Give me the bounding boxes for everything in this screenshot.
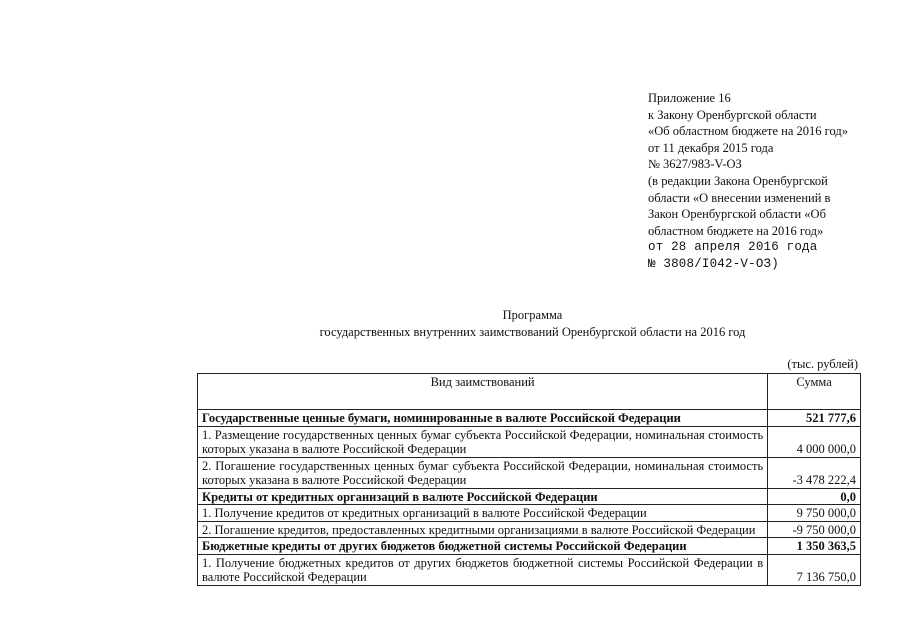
appendix-line: «Об областном бюджете на 2016 год»: [648, 124, 848, 139]
table-row-section: [198, 488, 861, 505]
appendix-line: (в редакции Закона Оренбургской: [648, 173, 828, 188]
row-amount: 1 350 363,5: [768, 538, 861, 555]
row-label: 1. Получение бюджетных кредитов от других бюджетов бюджетной системы Российской Федерации в валюте Российской Федерации: [198, 554, 768, 585]
borrowing-table: [197, 373, 861, 586]
row-amount: 9 750 000,0: [768, 505, 861, 522]
table-row: [198, 554, 861, 585]
row-label: Кредиты от кредитных организаций в валюте Российской Федерации: [198, 488, 768, 505]
appendix-line: области «О внесении изменений в: [648, 190, 831, 205]
row-label: 1. Получение кредитов от кредитных организаций в валюте Российской Федерации: [198, 505, 768, 522]
appendix-line: к Закону Оренбургской области: [648, 107, 817, 122]
row-label: 2. Погашение государственных ценных бумаг субъекта Российской Федерации, номинальная стоимость которых указана в валюте Российской Федерации: [198, 457, 768, 488]
row-amount: -9 750 000,0: [768, 521, 861, 538]
row-label: 1. Размещение государственных ценных бумаг субъекта Российской Федерации, номинальная стоимость которых указана в валюте Российской Федерации: [198, 426, 768, 457]
row-amount: -3 478 222,4: [768, 457, 861, 488]
appendix-line: № 3627/983-V-ОЗ: [648, 157, 742, 172]
title-line: Программа: [502, 308, 563, 322]
table-row: [198, 505, 861, 522]
row-label: 2. Погашение кредитов, предоставленных кредитными организациями в валюте Российской Федерации: [198, 521, 768, 538]
table-header-row: [198, 374, 861, 410]
table-row: [198, 426, 861, 457]
table-row: [198, 457, 861, 488]
document-title: [200, 307, 865, 340]
table-row-section: [198, 410, 861, 427]
row-amount: 4 000 000,0: [768, 426, 861, 457]
row-label: Государственные ценные бумаги, номинированные в валюте Российской Федерации: [198, 410, 768, 427]
row-amount: 7 136 750,0: [768, 554, 861, 585]
units-label: (тыс. рублей): [787, 357, 858, 371]
appendix-line: от 11 декабря 2015 года: [648, 140, 774, 155]
header-type: Вид заимствований: [198, 374, 768, 410]
amendment-number: № 3808/I042-V-ОЗ): [648, 256, 779, 271]
appendix-header: [648, 90, 888, 273]
appendix-line: областном бюджете на 2016 год»: [648, 223, 824, 238]
appendix-line: Закон Оренбургской области «Об: [648, 207, 826, 222]
header-amount: Сумма: [768, 374, 861, 410]
row-amount: 0,0: [768, 488, 861, 505]
row-amount: 521 777,6: [768, 410, 861, 427]
table-row-section: [198, 538, 861, 555]
row-label: Бюджетные кредиты от других бюджетов бюджетной системы Российской Федерации: [198, 538, 768, 555]
table-row: [198, 521, 861, 538]
title-subline: государственных внутренних заимствований Оренбургской области на 2016 год: [319, 324, 746, 339]
appendix-line: Приложение 16: [648, 91, 731, 105]
amendment-date: от 28 апреля 2016 года: [648, 240, 818, 255]
